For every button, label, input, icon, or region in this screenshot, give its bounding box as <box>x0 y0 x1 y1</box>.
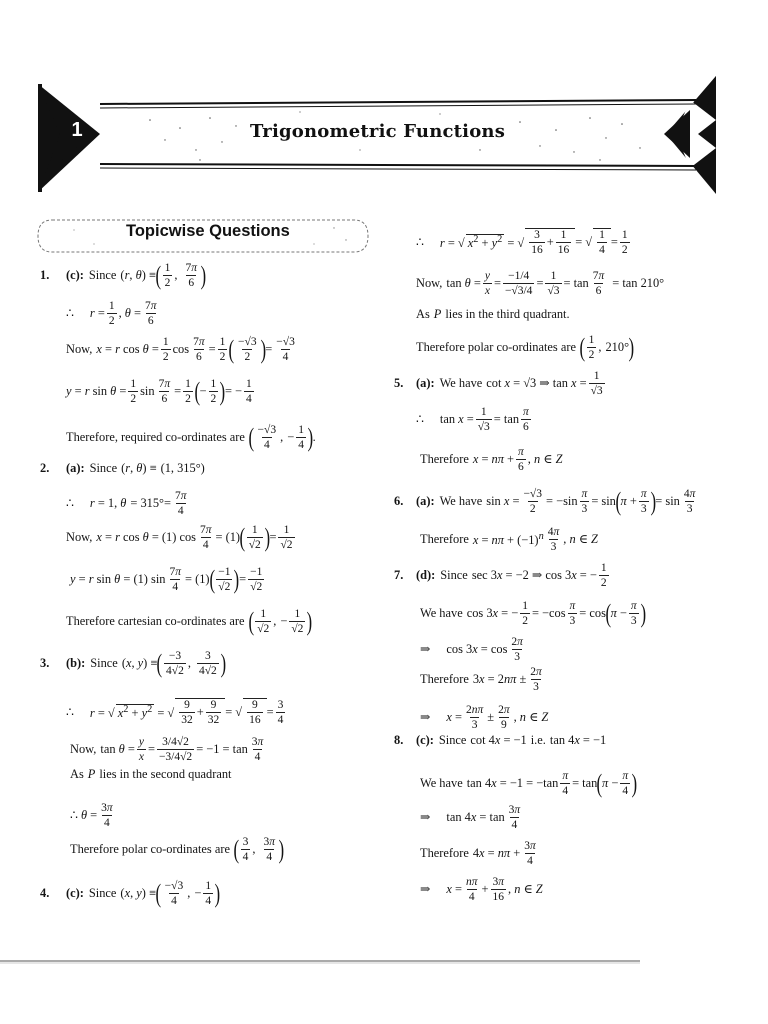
q6-line-2: Therefore $x = n\pi + (-1)^n$ $\frac{4\pi}{3}$ , n ∈ Z <box>420 526 598 554</box>
chapter-number: 1 <box>71 119 83 141</box>
q4-answer: (c): <box>66 886 84 901</box>
q8-answer: (c): <box>416 733 434 747</box>
q4-angle: 210° <box>605 340 630 355</box>
q1-since: Since <box>88 268 117 283</box>
q1-line-3: Now, x = r cos θ = $\frac{1}{2}$ cos $\frac{7\pi}{6}$ = $\frac{1}{2}$ ( $\frac{-√3}{2}$ ) = $\frac{-√3}{4}$ <box>66 334 295 364</box>
q3-line-3: Now, tan θ = $\frac{y}{x}$ = $\frac{3/4√2}{-3/4√2}$ = −1 = tan $\frac{3\pi}{4}$ <box>70 736 264 764</box>
now-label: Now, <box>416 276 443 291</box>
q4-since: Since <box>88 886 117 901</box>
q8-line-5: ⇒ x = $\frac{n\pi}{4}$ + $\frac{3\pi}{16}$ , n ∈ Z <box>420 876 543 904</box>
q3-quadrant: lies in the second quadrant <box>99 767 232 781</box>
we-have-label: We have <box>420 776 463 791</box>
q6-since: We have <box>439 494 483 509</box>
q8-line-1: 8. (c): Since cot 4x = −1 i.e. tan 4x = −1 <box>394 733 607 747</box>
q4-therefore: Therefore polar co-ordinates are <box>416 340 576 355</box>
q2-answer: (a): <box>66 461 85 475</box>
q7-line-5: ⇒ x = $\frac{2n\pi}{3}$ ± $\frac{2\pi}{9}$ , n ∈ Z <box>420 704 549 732</box>
q1-answer: (c): <box>66 268 84 283</box>
q4-line-3: Now, tan θ = $\frac{y}{x}$ = $\frac{-1/4}{-√3/4}$ = $\frac{1}{√3}$ = tan $\frac{7\pi}{6}$ = tan 210° <box>416 270 665 298</box>
q8-line-3: ⇒ tan 4x = tan $\frac{3\pi}{4}$ <box>420 804 521 832</box>
q3-line-2: ∴ r = √ $x^2 + y^2$ = √ $\frac{9}{32}$ + $\frac{9}{32}$ = √ $\frac{9}{16}$ = $\frac{3}{4}$ <box>66 698 284 727</box>
q7-answer: (d): <box>416 568 436 583</box>
therefore-label: Therefore <box>420 846 469 861</box>
q1-line-5: Therefore, required co-ordinates are ( $\frac{-√3}{4}$ , − $\frac{1}{4}$ ) . <box>66 422 316 452</box>
ie-label: i.e. <box>530 733 546 747</box>
q1-therefore: Therefore, required co-ordinates are <box>66 430 245 445</box>
q6-answer: (a): <box>416 494 435 509</box>
q4-line-4: As P lies in the third quadrant. <box>416 307 570 321</box>
q7-line-2: We have cos 3x = − $\frac{1}{2}$ = −cos $\frac{\pi}{3}$ = cos ( π − $\frac{\pi}{3}$ ) <box>420 598 646 628</box>
q7-line-1: 7. (d): Since sec 3x = −2 ⇒ cos 3x = − $\frac{1}{2}$ <box>394 562 607 590</box>
q7-line-3: ⇒ cos 3x = cos $\frac{2\pi}{3}$ <box>420 636 523 664</box>
therefore-label: Therefore <box>420 532 469 547</box>
we-have-label: We have <box>420 606 463 621</box>
q4-line-5: Therefore polar co-ordinates are ( $\frac{1}{2}$ , 210° ) <box>416 332 635 362</box>
q2-number: 2. <box>40 461 50 475</box>
q2-line-2: ∴ r = 1, θ = 315° = $\frac{7\pi}{4}$ <box>66 490 187 518</box>
q1-line-2: ∴ r = $\frac{1}{2}$ , θ = $\frac{7\pi}{6}$ <box>66 300 157 328</box>
q2-line-3: Now, x = r cos θ = (1) cos $\frac{7\pi}{4}$ = (1) ( $\frac{1}{√2}$ ) = $\frac{1}{√2}$ <box>66 522 293 552</box>
q2-line-4: y = r sin θ = (1) sin $\frac{7\pi}{4}$ = (1) ( $\frac{-1}{√2}$ ) = $\frac{-1}{√2}$ <box>70 564 263 594</box>
q1-line-4: y = r sin θ = $\frac{1}{2}$ sin $\frac{7\pi}{6}$ = $\frac{1}{2}$ ( − $\frac{1}{2}$ ) = − $\frac{1}{4}$ <box>66 376 252 406</box>
q4-tan210: = tan 210° <box>612 276 665 291</box>
q3-line-1: 3. (b): Since (x, y) ≡ ( $\frac{-3}{4√2}$ , $\frac{3}{4√2}$ ) <box>40 648 226 678</box>
q4-line-1: 4. (c): Since (x, y) ≡ ( $\frac{-√3}{4}$ , − $\frac{1}{4}$ ) <box>40 878 221 908</box>
therefore-label: Therefore <box>420 672 469 687</box>
therefore-label: Therefore <box>420 452 469 467</box>
now-label: Now, <box>70 742 97 757</box>
q7-line-4: Therefore 3x = 2nπ ± $\frac{2\pi}{3}$ <box>420 666 542 694</box>
now-label: Now, <box>66 530 93 545</box>
q3-line-6: Therefore polar co-ordinates are ( $\frac{3}{4}$ , $\frac{3\pi}{4}$ ) <box>70 834 285 864</box>
q3-number: 3. <box>40 656 50 671</box>
section-title: Topicwise Questions <box>126 222 290 240</box>
q3-therefore: Therefore polar co-ordinates are <box>70 842 230 857</box>
q8-line-4: Therefore 4x = nπ + $\frac{3\pi}{4}$ <box>420 840 536 868</box>
q5-line-3: Therefore x = nπ + $\frac{\pi}{6}$ , n ∈ Z <box>420 446 563 474</box>
q5-line-1: 5. (a): We have cot x = √3 ⇒ tan x = $\frac{1}{√3}$ <box>394 370 603 398</box>
q5-answer: (a): <box>416 376 435 391</box>
chapter-title: Trigonometric Functions <box>250 121 506 142</box>
q2-coords: (1, 315°) <box>160 461 205 475</box>
q2-angle: = 315° <box>130 496 165 511</box>
q5-line-2: ∴ tan x = $\frac{1}{√3}$ = tan $\frac{\pi}{6}$ <box>416 406 529 434</box>
now-label: Now, <box>66 342 93 357</box>
q3-line-5: ∴ θ = $\frac{3\pi}{4}$ <box>70 802 113 830</box>
q5-since: We have <box>439 376 483 391</box>
footer-divider <box>0 960 640 964</box>
q4-quadrant: lies in the third quadrant. <box>445 307 570 321</box>
q3-since: Since <box>90 656 118 671</box>
q8-line-2: We have tan 4x = −1 = −tan $\frac{\pi}{4}$ = tan ( π − $\frac{\pi}{4}$ ) <box>420 768 638 798</box>
q4-line-2: ∴ r = √ $x^2 + y^2$ = √ $\frac{3}{16}$ + $\frac{1}{16}$ = √ $\frac{1}{4}$ = $\frac{1}{2}$ <box>416 228 628 257</box>
q1-line-1: 1. (c): Since (r, θ) ≡ ( $\frac{1}{2}$ , $\frac{7\pi}{6}$ ) <box>40 260 207 290</box>
q6-line-1: 6. (a): We have sin x = $\frac{-√3}{2}$ = −sin $\frac{\pi}{3}$ = sin ( π + $\frac{\pi}{3}$ ) = sin $\frac{4\pi}{3}$ <box>394 486 696 516</box>
q1-number: 1. <box>40 268 50 283</box>
as-label: As <box>416 307 430 321</box>
chapter-header-banner <box>0 0 768 200</box>
q4-number: 4. <box>40 886 50 901</box>
q3-answer: (b): <box>66 656 86 671</box>
q2-line-5: Therefore cartesian co-ordinates are ( $\frac{1}{√2}$ , − $\frac{1}{√2}$ ) <box>66 606 313 636</box>
q7-number: 7. <box>394 568 404 583</box>
q5-number: 5. <box>394 376 404 391</box>
q2-line-1: 2. (a): Since (r, θ) ≡ (1, 315°) <box>40 461 205 475</box>
q3-line-4: As P lies in the second quadrant <box>70 767 232 781</box>
q8-number: 8. <box>394 733 404 747</box>
q2-therefore: Therefore cartesian co-ordinates are <box>66 614 245 629</box>
q6-number: 6. <box>394 494 404 509</box>
q8-since: Since <box>438 733 467 747</box>
q7-since: Since <box>440 568 468 583</box>
q2-since: Since <box>89 461 118 475</box>
as-label: As <box>70 767 84 781</box>
